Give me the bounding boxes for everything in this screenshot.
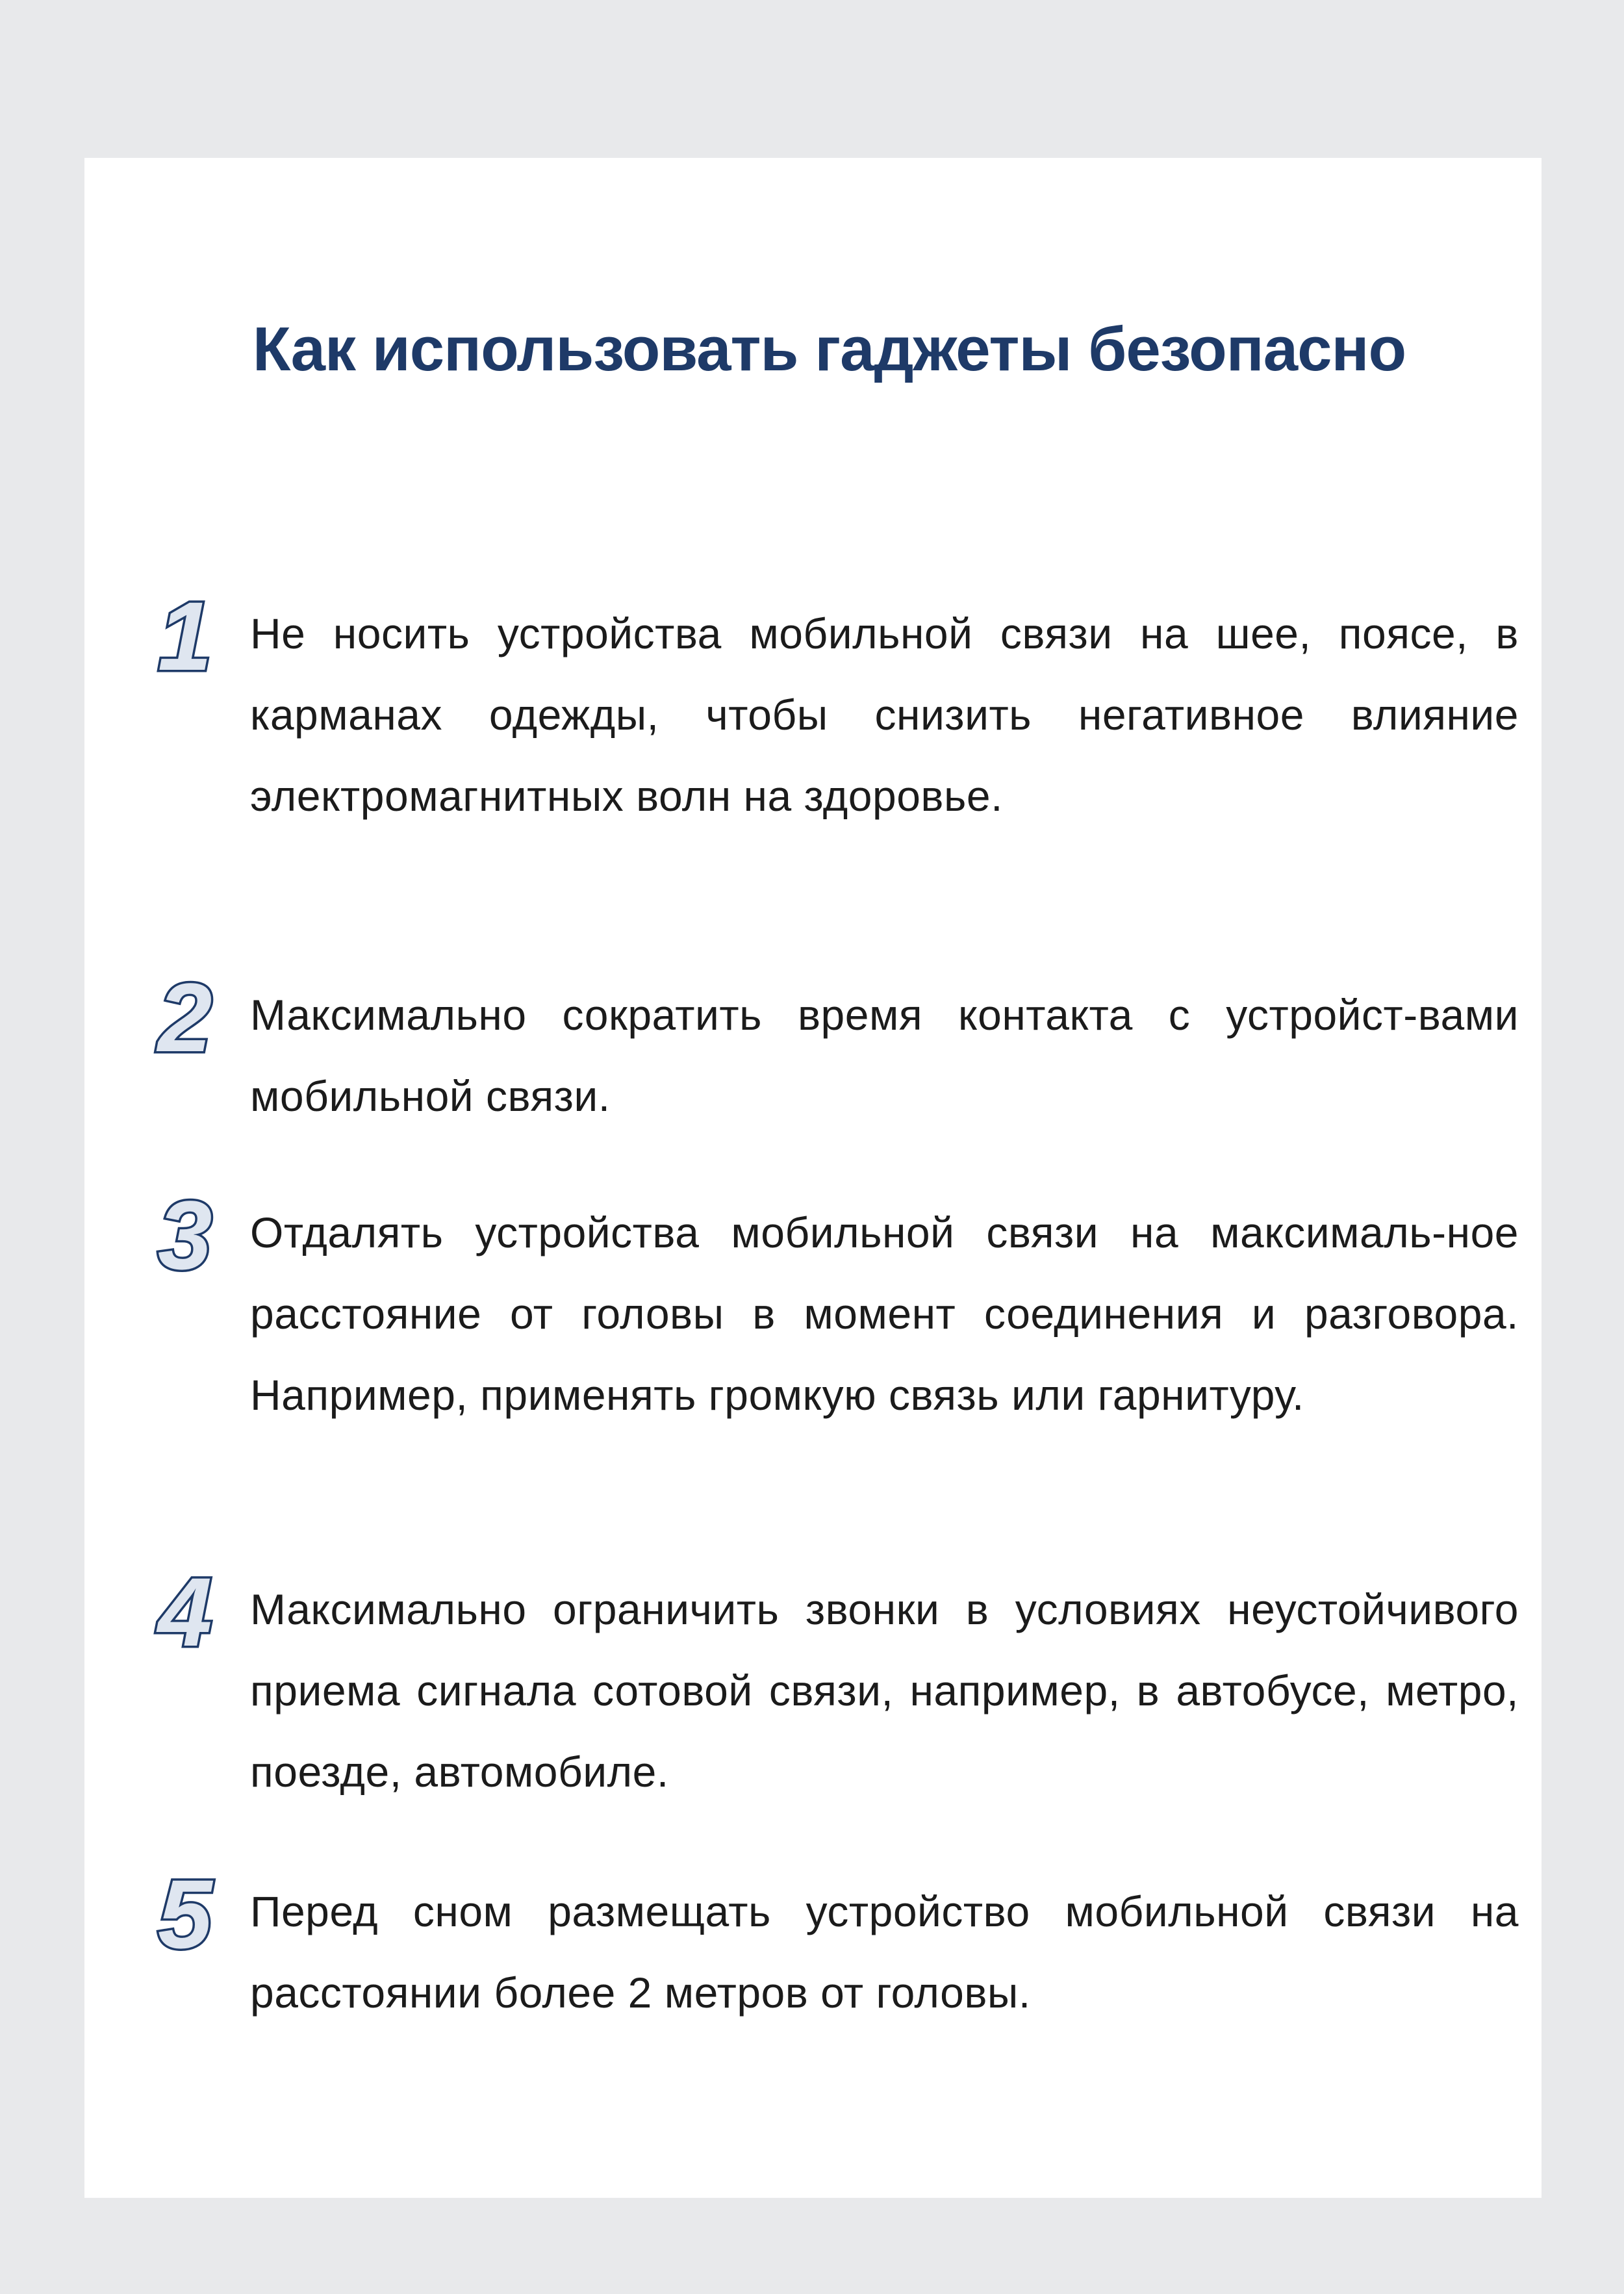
number-badge-1 bbox=[153, 581, 224, 691]
number-badge-2 bbox=[153, 963, 224, 1072]
page-title: Как использовать гаджеты безопасно bbox=[252, 314, 1406, 384]
number-badge-5 bbox=[153, 1859, 224, 1969]
list-item-text-5: Перед сном размещать устройство мобильной связи на расстоянии более 2 метров от головы. bbox=[250, 1887, 1519, 2017]
number-1: 1 bbox=[158, 581, 212, 691]
list-item-text-1: Не носить устройства мобильной связи на шее, поясе, в карманах одежды, чтобы снизить негативное влияние электромагнитных волн на здоровье. bbox=[250, 609, 1519, 820]
number-3: 3 bbox=[158, 1180, 212, 1290]
number-badge-4 bbox=[153, 1557, 224, 1666]
list-item-text-2: Максимально сократить время контакта с устройст-вами мобильной связи. bbox=[250, 991, 1519, 1120]
number-2: 2 bbox=[158, 963, 212, 1072]
number-badge-3 bbox=[153, 1180, 224, 1290]
page-sheet bbox=[84, 158, 1542, 2198]
list-item-text-4: Максимально ограничить звонки в условиях неустойчивого приема сигнала сотовой связи, например, в автобусе, метро, поезде, автомобиле. bbox=[250, 1585, 1519, 1796]
list-item-text-3: Отдалять устройства мобильной связи на максималь-ное расстояние от головы в момент соединения и разговора. Например, применять громкую связь или гарнитуру. bbox=[250, 1208, 1519, 1419]
number-4: 4 bbox=[158, 1557, 212, 1666]
number-5: 5 bbox=[158, 1859, 212, 1969]
